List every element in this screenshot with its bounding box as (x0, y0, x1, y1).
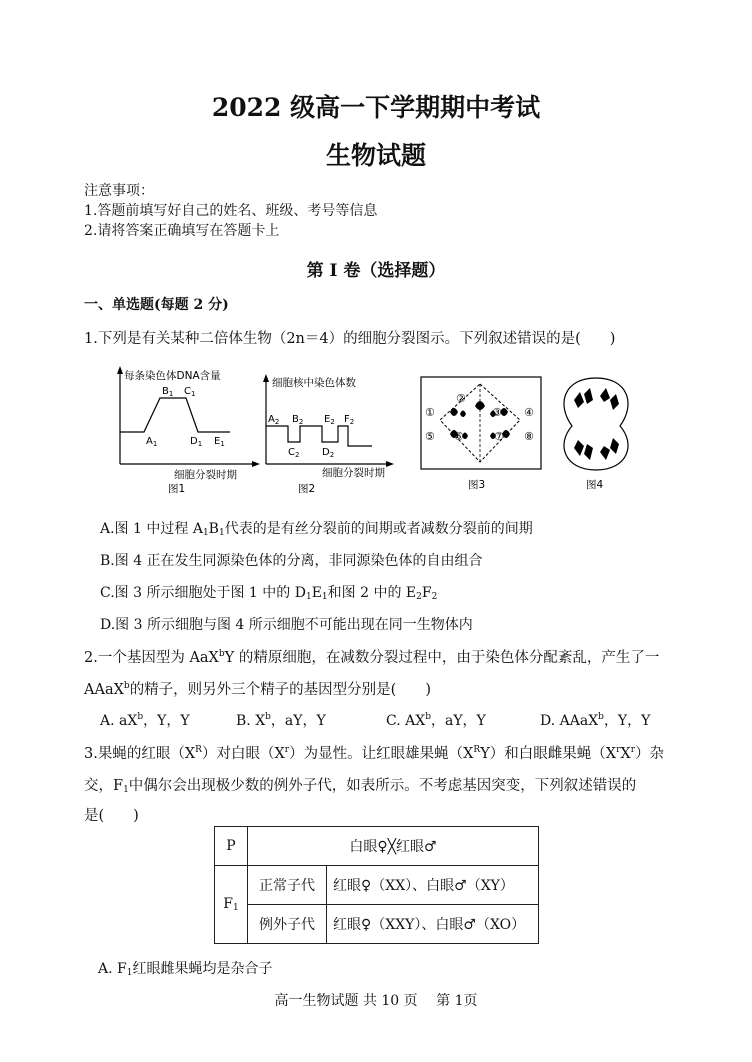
fig2-point-d: $D_2$ (322, 447, 335, 459)
part-title: 一、单选题(每题 2 分) (84, 297, 229, 313)
fig2-point-f: $F_2$ (344, 414, 355, 426)
figure-3 (420, 376, 544, 496)
fig1-point-d: $D_1$ (190, 436, 203, 448)
row-desc: 红眼♀（XXY）、白眼♂（XO） (327, 905, 539, 944)
fig4-cell-outline (564, 378, 628, 470)
fig4-caption: 图4 (586, 479, 604, 491)
q1-stem: 1.下列是有关某种二倍体生物（2n＝4）的细胞分裂图示。下列叙述错误的是( ) (84, 331, 616, 347)
q2-option-d: D. AAaX$^b$，Y，Y (540, 712, 651, 729)
p-cross: 白眼♀╳红眼♂ (248, 827, 539, 866)
q1-option-c: C.图 3 所示细胞处于图 1 中的 $D_1E_1$和图 2 中的 $E_2F_2$ (100, 585, 438, 602)
fig2-point-e: $E_2$ (324, 414, 335, 426)
table-row (215, 827, 539, 866)
fig1-ylabel: 每条染色体DNA含量 (124, 370, 221, 382)
q3-stem-line2: 交，$F_1$中偶尔会出现极少数的例外子代，如表所示。不考虑基因突变，下列叙述错误的 (84, 778, 637, 795)
q1-option-d: D.图 3 所示细胞与图 4 所示细胞不可能出现在同一生物体内 (100, 617, 473, 633)
fig3-num-8: ⑧ (524, 430, 534, 443)
row-type: 例外子代 (248, 905, 327, 944)
table-row (215, 905, 539, 944)
fig2-point-b: $B_2$ (292, 414, 304, 426)
row-type: 正常子代 (248, 866, 327, 905)
fig3-frame (421, 377, 541, 469)
fig1-curve (120, 398, 230, 432)
fig3-num-7: ⑦ (494, 430, 504, 443)
page-footer: 高一生物试题 共 10 页 第 1页 (274, 993, 478, 1009)
fig3-num-3: ③ (492, 406, 502, 419)
fig1-point-e: $E_1$ (214, 436, 225, 448)
figure-4 (556, 374, 636, 498)
fig2-point-c: $C_2$ (288, 447, 300, 459)
row-desc: 红眼♀（XX）、白眼♂（XY） (327, 866, 539, 905)
exam-title: 2022 级高一下学期期中考试 (211, 93, 541, 122)
q2-stem-line1: 2.一个基因型为 AaX$^b$Y 的精原细胞，在减数分裂过程中，由于染色体分配紊乱，产生了一 (84, 649, 660, 666)
fig3-num-1: ① (425, 406, 435, 419)
fig1-point-b: $B_1$ (162, 386, 174, 398)
fig1-point-c: $C_1$ (184, 386, 196, 398)
q3-stem-line3: 是( ) (84, 808, 139, 824)
figure-2 (258, 372, 398, 494)
fig3-num-5: ⑤ (425, 430, 435, 443)
q3-stem-line1: 3.果蝇的红眼$(X^R)$对白眼$(X^r)$为显性。让红眼雄果蝇$(X^RY)$和白眼雌果蝇$(X^rX^r)$杂 (84, 745, 665, 762)
q2-option-c: C. $AX^b$，aY，Y (386, 712, 486, 729)
fig4-chromosomes (574, 388, 619, 460)
notice-heading: 注意事项： (84, 183, 154, 199)
figure-1 (110, 364, 260, 494)
q3-option-a: A. $F_1$红眼雌果蝇均是杂合子 (98, 961, 273, 978)
fig2-point-a: $A_2$ (268, 414, 280, 426)
cross-table (214, 826, 539, 944)
q2-option-a: A. $aX^b$，Y，Y (100, 712, 190, 729)
q1-option-a: A.图 1 中过程 $A_1B_1$代表的是有丝分裂前的间期或者减数分裂前的间期 (100, 521, 533, 538)
table-row (215, 866, 539, 905)
fig2-caption: 图2 (298, 483, 316, 494)
q2-stem-line2: AAaX$^b$的精子，则另外三个精子的基因型分别是( ) (84, 681, 431, 698)
section-title: 第 I 卷（选择题） (306, 261, 446, 281)
q2-option-b: B. $X^b$，aY，Y (236, 712, 326, 729)
fig2-curve (266, 426, 372, 446)
fig3-num-2: ② (456, 392, 466, 405)
fig3-num-4: ④ (524, 406, 534, 419)
notice-item-2: 2.请将答案正确填写在答题卡上 (84, 223, 280, 239)
notice-item-1: 1.答题前填写好自己的姓名、班级、考号等信息 (84, 203, 378, 219)
fig2-xlabel: 细胞分裂时期 (322, 467, 385, 479)
fig3-num-6: ⑥ (454, 430, 464, 443)
fig2-ylabel: 细胞核中染色体数 (272, 377, 356, 389)
fig1-xlabel: 细胞分裂时期 (174, 469, 237, 481)
p-label: P (215, 827, 248, 866)
fig1-caption: 图1 (168, 483, 186, 494)
exam-subtitle: 生物试题 (325, 141, 426, 170)
f1-label: $F_1$ (215, 866, 248, 944)
q1-option-b: B.图 4 正在发生同源染色体的分离，非同源染色体的自由组合 (100, 553, 483, 569)
fig3-caption: 图3 (468, 479, 486, 491)
fig1-point-a: $A_1$ (146, 436, 158, 448)
